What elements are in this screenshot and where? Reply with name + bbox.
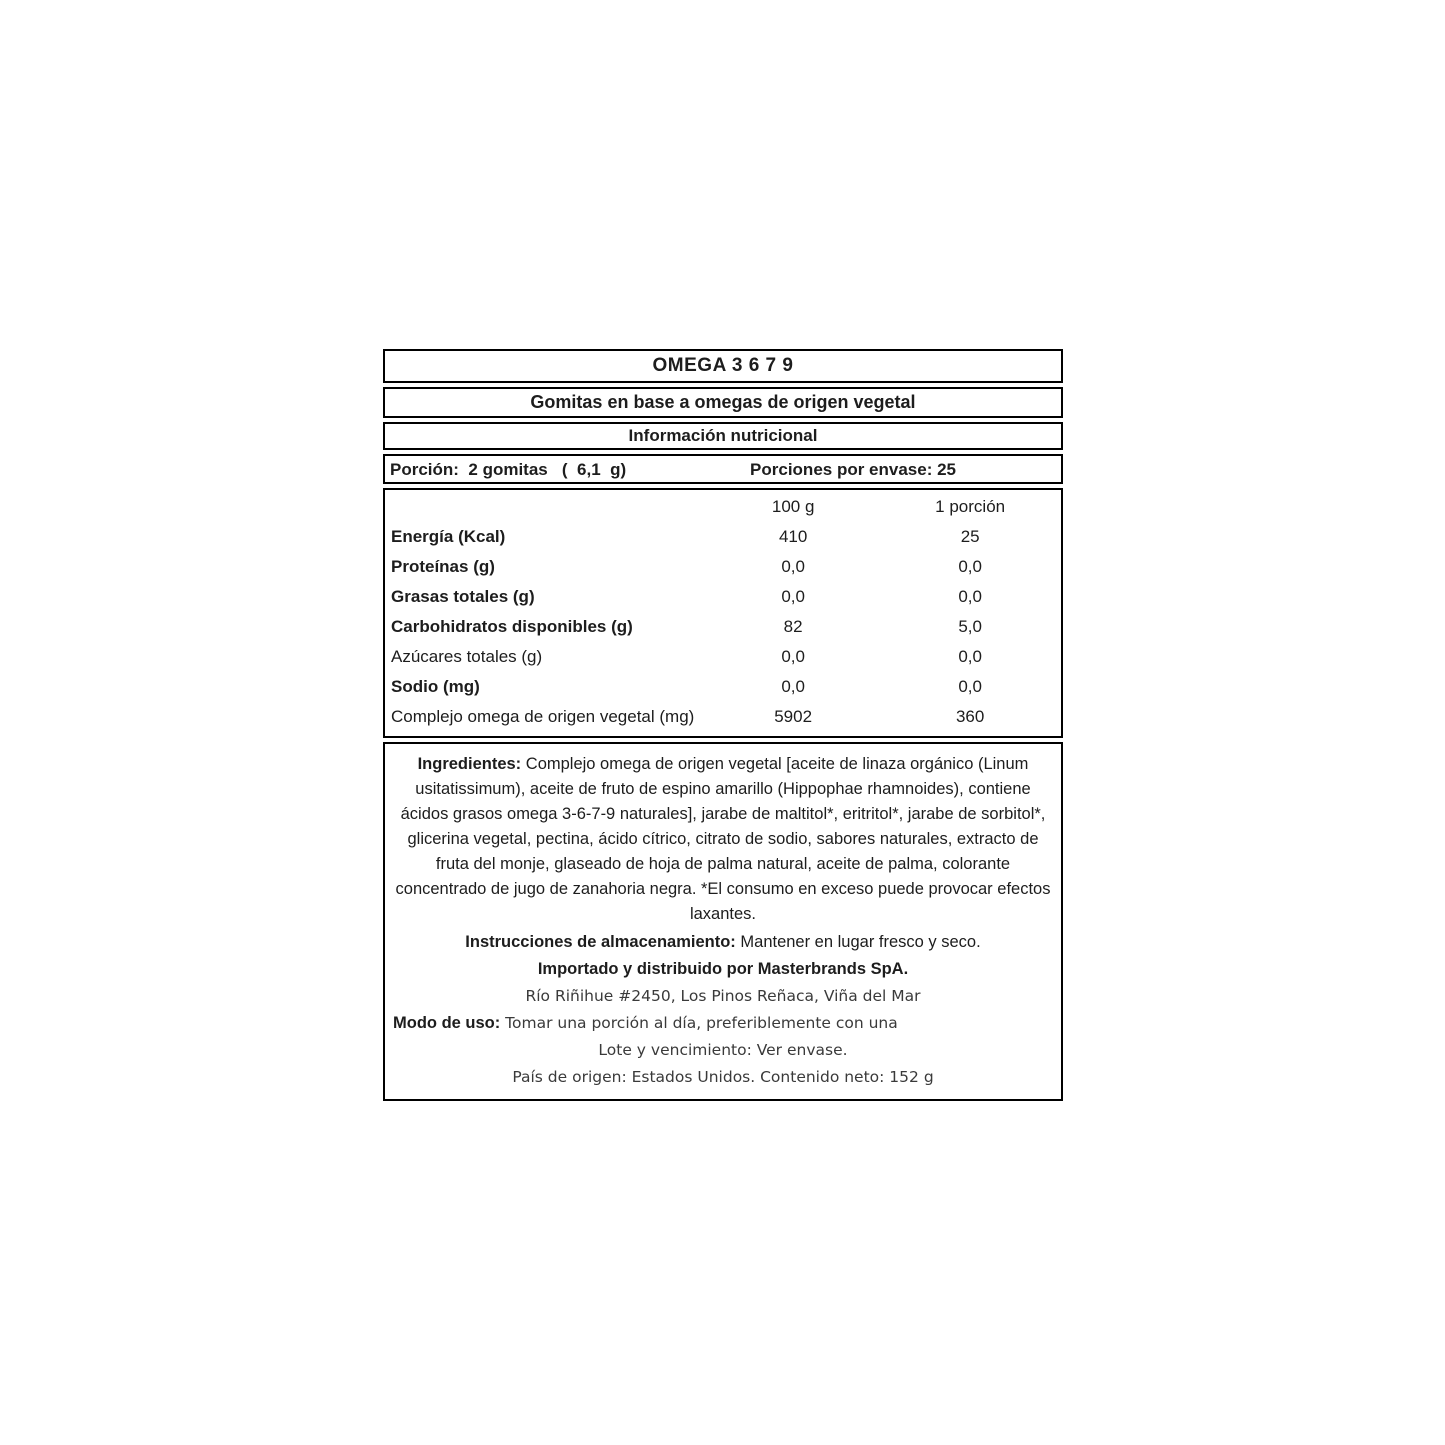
usage-text: Tomar una porción al día, preferiblemente con una: [500, 1014, 898, 1032]
value-per-portion: 0,0: [958, 677, 982, 696]
section-title-text: Información nutricional: [628, 426, 818, 445]
details-section: [383, 742, 1063, 1101]
nutrient-name: Azúcares totales (g): [391, 647, 543, 666]
section-title: [383, 422, 1063, 450]
nutrition-row: [389, 642, 1057, 672]
nutrient-name: Proteínas (g): [391, 557, 495, 576]
nutrition-row: [389, 672, 1057, 702]
nutrition-table: [383, 488, 1063, 738]
product-title-text: OMEGA 3 6 7 9: [652, 355, 794, 376]
address-line: Río Riñihue #2450, Los Pinos Reñaca, Viña del Mar: [525, 987, 921, 1005]
value-per-100g: 0,0: [781, 557, 805, 576]
value-per-100g: 0,0: [781, 647, 805, 666]
product-title: [383, 349, 1063, 383]
value-per-portion: 360: [955, 707, 985, 726]
col-header-100g: 100 g: [771, 497, 815, 516]
serving-row: [383, 454, 1063, 484]
value-per-100g: 410: [778, 527, 808, 546]
nutrition-row: [389, 582, 1057, 612]
nutrition-row: [389, 612, 1057, 642]
value-per-portion: 5,0: [958, 617, 982, 636]
lot-line: Lote y vencimiento: Ver envase.: [598, 1041, 848, 1059]
value-per-portion: 0,0: [958, 557, 982, 576]
usage-line: [391, 1010, 1055, 1037]
nutrient-name: Complejo omega de origen vegetal (mg): [391, 707, 695, 726]
nutrient-name: Grasas totales (g): [391, 587, 535, 606]
nutrition-row: [389, 522, 1057, 552]
nutrition-row: [389, 552, 1057, 582]
nutrient-name: Energía (Kcal): [391, 527, 506, 546]
storage-label: Instrucciones de almacenamiento:: [465, 933, 736, 951]
storage-instructions: [391, 929, 1055, 956]
portion-size: Porción: 2 gomitas ( 6,1 g): [390, 460, 627, 479]
nutrition-row: [389, 702, 1057, 732]
origin-line: País de origen: Estados Unidos. Contenido neto: 152 g: [512, 1068, 934, 1086]
ingredients-label: Ingredientes:: [417, 755, 522, 773]
product-subtitle: [383, 387, 1063, 418]
nutrient-name: Sodio (mg): [391, 677, 480, 696]
value-per-100g: 82: [783, 617, 803, 636]
storage-text: Mantener en lugar fresco y seco.: [735, 933, 981, 951]
nutrition-label: [383, 349, 1063, 1101]
ingredients-text: Complejo omega de origen vegetal [aceite de linaza orgánico (Linum usitatissimum), aceite de fruto de espino amarillo (Hippophae rhamnoides), contiene ácidos grasos omega 3-6-7-9 naturales], jarabe de maltitol*, eritritol*, jarabe de sorbitol*, glicerina vegetal, pectina, ácido cítrico, citrato de sodio, sabores naturales, extracto de fruta del monje, glaseado de hoja de palma natural, aceite de palma, colorante concentrado de jugo de zanahoria negra. *El consumo en exceso puede provocar efectos laxantes.: [395, 755, 1051, 923]
col-header-portion: 1 porción: [935, 497, 1006, 516]
value-per-100g: 0,0: [781, 587, 805, 606]
importer-line: Importado y distribuido por Masterbrands SpA.: [537, 960, 909, 978]
product-subtitle-text: Gomitas en base a omegas de origen vegetal: [530, 392, 916, 412]
value-per-portion: 25: [960, 527, 980, 546]
nutrition-rows: [389, 522, 1057, 732]
value-per-portion: 0,0: [958, 647, 982, 666]
ingredients-paragraph: [391, 752, 1055, 927]
usage-label: Modo de uso:: [393, 1014, 501, 1032]
nutrition-header-row: [389, 492, 1057, 522]
nutrient-name: Carbohidratos disponibles (g): [391, 617, 633, 636]
value-per-100g: 5902: [774, 707, 813, 726]
value-per-portion: 0,0: [958, 587, 982, 606]
value-per-100g: 0,0: [781, 677, 805, 696]
servings-per-container: Porciones por envase: 25: [750, 460, 957, 479]
